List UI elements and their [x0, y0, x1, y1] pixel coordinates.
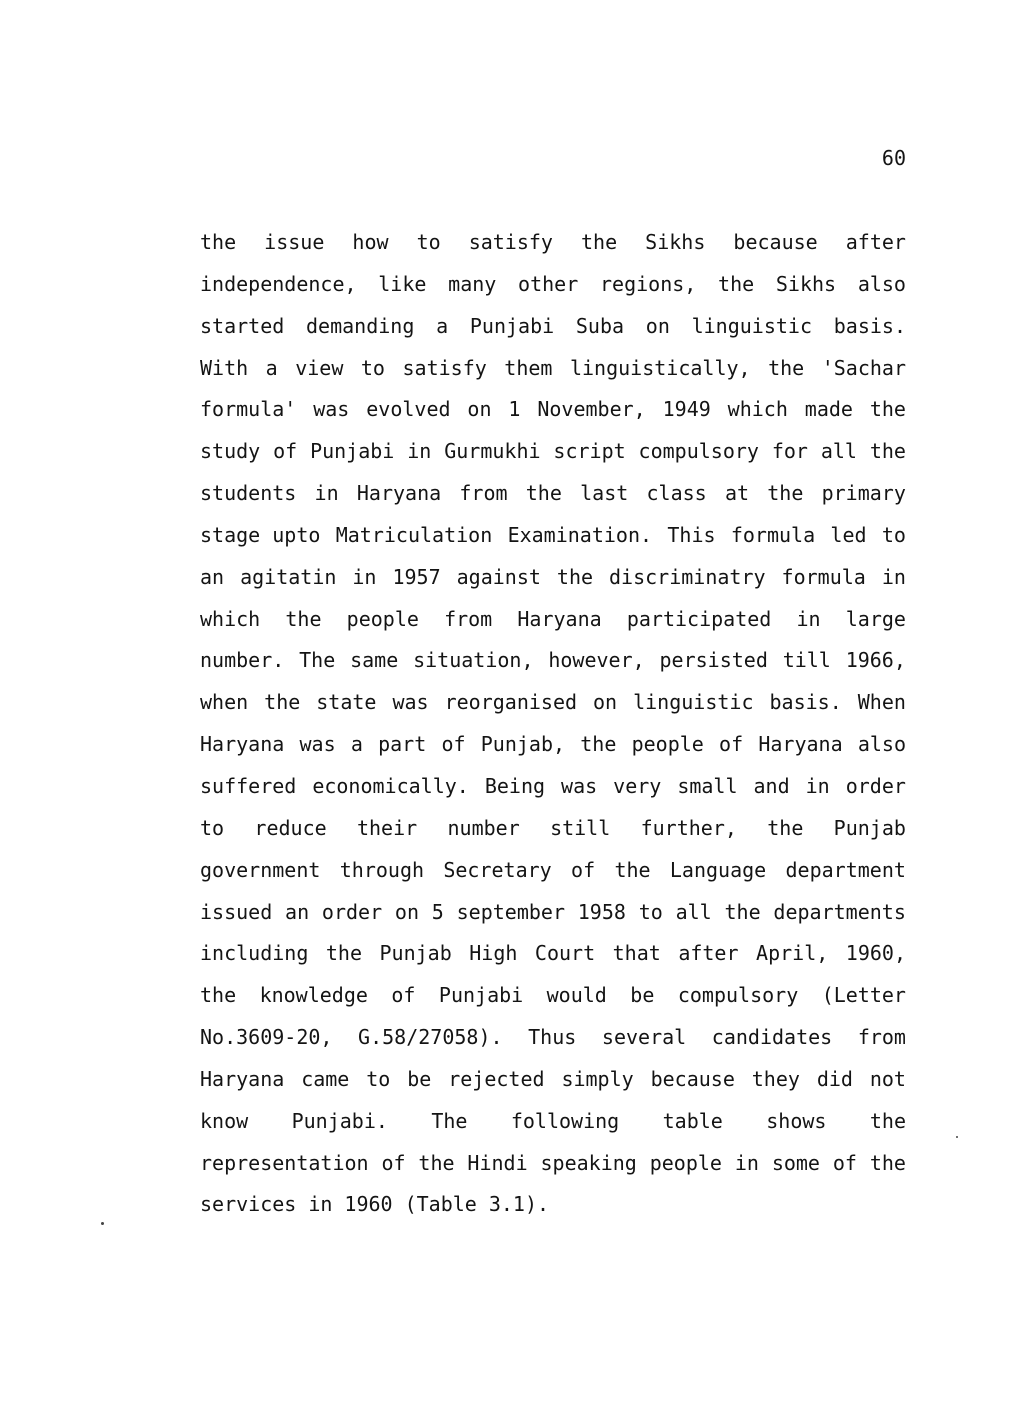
word: agitatin — [240, 564, 337, 589]
word: including — [200, 941, 309, 966]
word: the — [869, 397, 906, 422]
text-line — [200, 557, 906, 599]
word: how — [352, 230, 389, 254]
word: in — [805, 773, 830, 798]
text-line — [200, 1017, 906, 1059]
word: Haryana — [758, 732, 843, 757]
word: regions, — [599, 271, 697, 296]
text-line — [200, 766, 906, 808]
word: would — [546, 983, 607, 1008]
word: order — [321, 899, 383, 924]
word: Haryana — [517, 606, 602, 631]
word: people — [346, 606, 419, 631]
word: because — [650, 1066, 735, 1091]
word: persisted — [659, 648, 768, 673]
word: the — [285, 606, 322, 631]
word: economically. — [312, 773, 469, 798]
word: on — [645, 313, 670, 338]
word: Suba — [575, 313, 625, 338]
word: compulsory — [638, 439, 759, 464]
word: Punjab, — [480, 732, 566, 757]
word: department — [785, 857, 906, 882]
text-line — [200, 808, 906, 850]
word: in — [881, 564, 906, 589]
word: script — [553, 439, 626, 464]
text-line — [200, 933, 906, 975]
word: order — [845, 773, 906, 798]
text-line — [200, 892, 906, 934]
word: to — [416, 230, 441, 254]
scan-speck — [101, 1222, 104, 1225]
word: (Letter — [821, 983, 906, 1008]
word: Gurmukhi — [444, 439, 541, 464]
word: after — [845, 230, 906, 254]
word: formula — [781, 564, 866, 589]
word: the — [418, 1150, 455, 1175]
word: linguistically, — [569, 355, 751, 380]
text-line — [200, 222, 906, 264]
word: representation — [200, 1150, 369, 1175]
word: the — [200, 230, 237, 254]
word: independence, — [200, 271, 357, 296]
word: other — [518, 271, 579, 296]
word: demanding — [306, 313, 415, 338]
word: reorganised — [444, 690, 578, 715]
text-line — [200, 1184, 906, 1226]
word: participated — [626, 606, 772, 631]
word: the — [724, 899, 761, 924]
word: the — [525, 481, 562, 506]
word: of — [719, 732, 744, 757]
word: issue — [264, 230, 325, 254]
word: their — [356, 815, 418, 840]
word: 1960 — [344, 1192, 393, 1217]
word: state — [316, 690, 377, 715]
word: Matriculation — [335, 522, 493, 547]
word: started — [200, 313, 285, 338]
text-line — [200, 724, 906, 766]
word: April, — [756, 941, 829, 966]
text-line — [200, 599, 906, 641]
word: G.58/27058). — [358, 1025, 503, 1050]
word: them — [504, 355, 553, 380]
word: in — [308, 1192, 333, 1217]
word: people — [649, 1150, 722, 1175]
scan-speck — [956, 1136, 958, 1138]
text-line — [200, 389, 906, 431]
word: the — [556, 564, 594, 589]
text-line — [200, 975, 906, 1017]
word: of — [832, 1150, 857, 1175]
word: also — [857, 732, 906, 757]
word: september — [456, 899, 565, 924]
word: that — [612, 941, 661, 966]
word: government — [200, 857, 321, 882]
word: many — [448, 271, 497, 296]
text-line — [200, 264, 906, 306]
word: made — [804, 397, 853, 422]
word: on — [593, 690, 618, 715]
word: last — [580, 481, 629, 506]
word: several — [601, 1025, 687, 1050]
word: was — [299, 732, 336, 757]
word: from — [857, 1025, 906, 1050]
word: study — [200, 439, 261, 464]
text-line — [200, 348, 906, 390]
word: an — [285, 899, 310, 924]
word: was — [561, 773, 598, 798]
word: know — [200, 1108, 249, 1133]
word: large — [845, 606, 906, 631]
word: linguistic — [691, 313, 813, 338]
word: to — [366, 1066, 391, 1091]
word: services — [200, 1192, 297, 1217]
word: evolved — [366, 397, 451, 422]
text-line — [200, 1059, 906, 1101]
word: of — [391, 983, 416, 1008]
word: stage upto — [200, 522, 321, 547]
word: till — [782, 648, 831, 673]
word: number — [447, 815, 520, 840]
word: because — [733, 230, 818, 254]
word: satisfy — [468, 230, 553, 254]
word: of — [571, 857, 596, 882]
word: No.3609-20, — [200, 1025, 333, 1050]
word: Secretary — [443, 857, 552, 882]
word: High — [469, 941, 518, 966]
word: against — [456, 564, 541, 589]
word: November, — [537, 397, 646, 422]
word: be — [407, 1066, 432, 1091]
word: reduce — [254, 815, 327, 840]
word: basis. — [833, 313, 906, 338]
word: Haryana — [200, 1066, 285, 1091]
word: in — [407, 439, 432, 464]
word: a — [265, 355, 278, 380]
text-line — [200, 431, 906, 473]
word: of — [273, 439, 298, 464]
word: not — [869, 1066, 906, 1091]
word: all — [820, 439, 857, 464]
word: still — [550, 815, 611, 840]
word: like — [378, 271, 427, 296]
word: the — [767, 815, 804, 840]
word: basis. — [769, 690, 842, 715]
word: Punjabi — [310, 439, 395, 464]
word: was — [313, 397, 350, 422]
word: from — [459, 481, 508, 506]
word: When — [857, 690, 906, 715]
word: formula — [730, 522, 816, 547]
word: in — [796, 606, 821, 631]
text-line — [200, 1101, 906, 1143]
word: in — [352, 564, 377, 589]
word: led — [830, 522, 867, 547]
word: of — [441, 732, 466, 757]
word: when — [200, 690, 249, 715]
word: (Table — [404, 1192, 477, 1217]
word: they — [751, 1066, 800, 1091]
word: Punjabi — [469, 313, 555, 338]
word: class — [646, 481, 707, 506]
word: be — [630, 983, 655, 1008]
word: issued — [200, 899, 273, 924]
word: on — [394, 899, 419, 924]
text-line — [200, 682, 906, 724]
text-line — [200, 1143, 906, 1185]
word: table — [662, 1108, 723, 1133]
word: small — [677, 773, 738, 798]
word: This — [667, 522, 716, 547]
word: to — [200, 815, 225, 840]
word: the — [869, 439, 906, 464]
word: the — [581, 230, 618, 254]
word: same — [350, 648, 399, 673]
word: Court — [534, 941, 596, 966]
word: satisfy — [402, 355, 487, 380]
word: Hindi — [467, 1150, 528, 1175]
word: 'Sachar — [821, 355, 906, 380]
word: from — [444, 606, 493, 631]
word: primary — [821, 481, 906, 506]
word: the — [325, 941, 362, 966]
word: 3.1). — [488, 1192, 550, 1217]
word: Punjabi. — [291, 1108, 388, 1133]
word: 1957 — [392, 564, 441, 589]
word: With — [200, 355, 249, 380]
word: 1960, — [845, 941, 906, 966]
text-line — [200, 850, 906, 892]
word: part — [378, 732, 427, 757]
word: situation, — [413, 648, 534, 673]
word: linguistic — [633, 690, 754, 715]
word: in — [314, 481, 339, 506]
word: at — [724, 481, 750, 506]
word: the — [718, 271, 755, 296]
word: shows — [766, 1108, 827, 1133]
word: suffered — [200, 773, 297, 798]
body-text — [200, 222, 906, 1226]
word: and — [753, 773, 790, 798]
word: on — [467, 397, 492, 422]
word: simply — [561, 1066, 634, 1091]
word: further, — [640, 815, 737, 840]
word: some — [771, 1150, 820, 1175]
word: Punjab — [833, 815, 906, 840]
word: 5 — [431, 899, 444, 924]
text-line — [200, 473, 906, 515]
word: however, — [548, 648, 645, 673]
word: the — [580, 732, 617, 757]
text-line — [200, 306, 906, 348]
word: the — [264, 690, 301, 715]
word: after — [678, 941, 739, 966]
word: discriminatry — [609, 564, 766, 589]
word: which — [200, 606, 261, 631]
word: was — [392, 690, 429, 715]
word: all — [675, 899, 712, 924]
word: Being — [484, 773, 546, 798]
text-line — [200, 640, 906, 682]
word: candidates — [711, 1025, 833, 1050]
word: an — [200, 564, 225, 589]
word: a — [436, 313, 449, 338]
word: the — [768, 355, 805, 380]
word: Thus — [528, 1025, 577, 1050]
word: speaking — [540, 1150, 637, 1175]
word: the — [614, 857, 651, 882]
word: view — [295, 355, 344, 380]
word: people — [631, 732, 704, 757]
word: for — [771, 439, 808, 464]
word: The — [299, 648, 336, 673]
word: Examination. — [507, 522, 653, 547]
word: the — [767, 481, 804, 506]
word: also — [857, 271, 906, 296]
word: to — [638, 899, 663, 924]
word: 1 — [508, 397, 521, 422]
page-number: 60 — [881, 146, 906, 170]
word: to — [360, 355, 385, 380]
word: Language — [669, 857, 767, 882]
word: in — [734, 1150, 759, 1175]
word: of — [381, 1150, 406, 1175]
word: departments — [773, 899, 906, 924]
word: rejected — [448, 1066, 545, 1091]
word: 1949 — [662, 397, 711, 422]
word: Punjabi — [438, 983, 524, 1008]
word: number. — [200, 648, 285, 673]
word: formula' — [200, 397, 297, 422]
word: the — [869, 1108, 906, 1133]
word: Haryana — [356, 481, 442, 506]
word: which — [727, 397, 788, 422]
word: to — [881, 522, 906, 547]
word: Sikhs — [645, 230, 706, 254]
word: students — [200, 481, 297, 506]
word: Punjab — [379, 941, 452, 966]
text-line — [200, 515, 906, 557]
word: through — [339, 857, 425, 882]
word: knowledge — [259, 983, 368, 1008]
word: Haryana — [200, 732, 285, 757]
word: did — [816, 1066, 853, 1091]
word: 1958 — [577, 899, 626, 924]
word: the — [200, 983, 237, 1008]
word: compulsory — [677, 983, 799, 1008]
word: a — [350, 732, 363, 757]
word: Sikhs — [775, 271, 837, 296]
word: came — [301, 1066, 350, 1091]
word: 1966, — [845, 648, 906, 673]
word: The — [431, 1108, 468, 1133]
word: the — [869, 1150, 906, 1175]
word: following — [510, 1108, 620, 1133]
word: very — [613, 773, 662, 798]
